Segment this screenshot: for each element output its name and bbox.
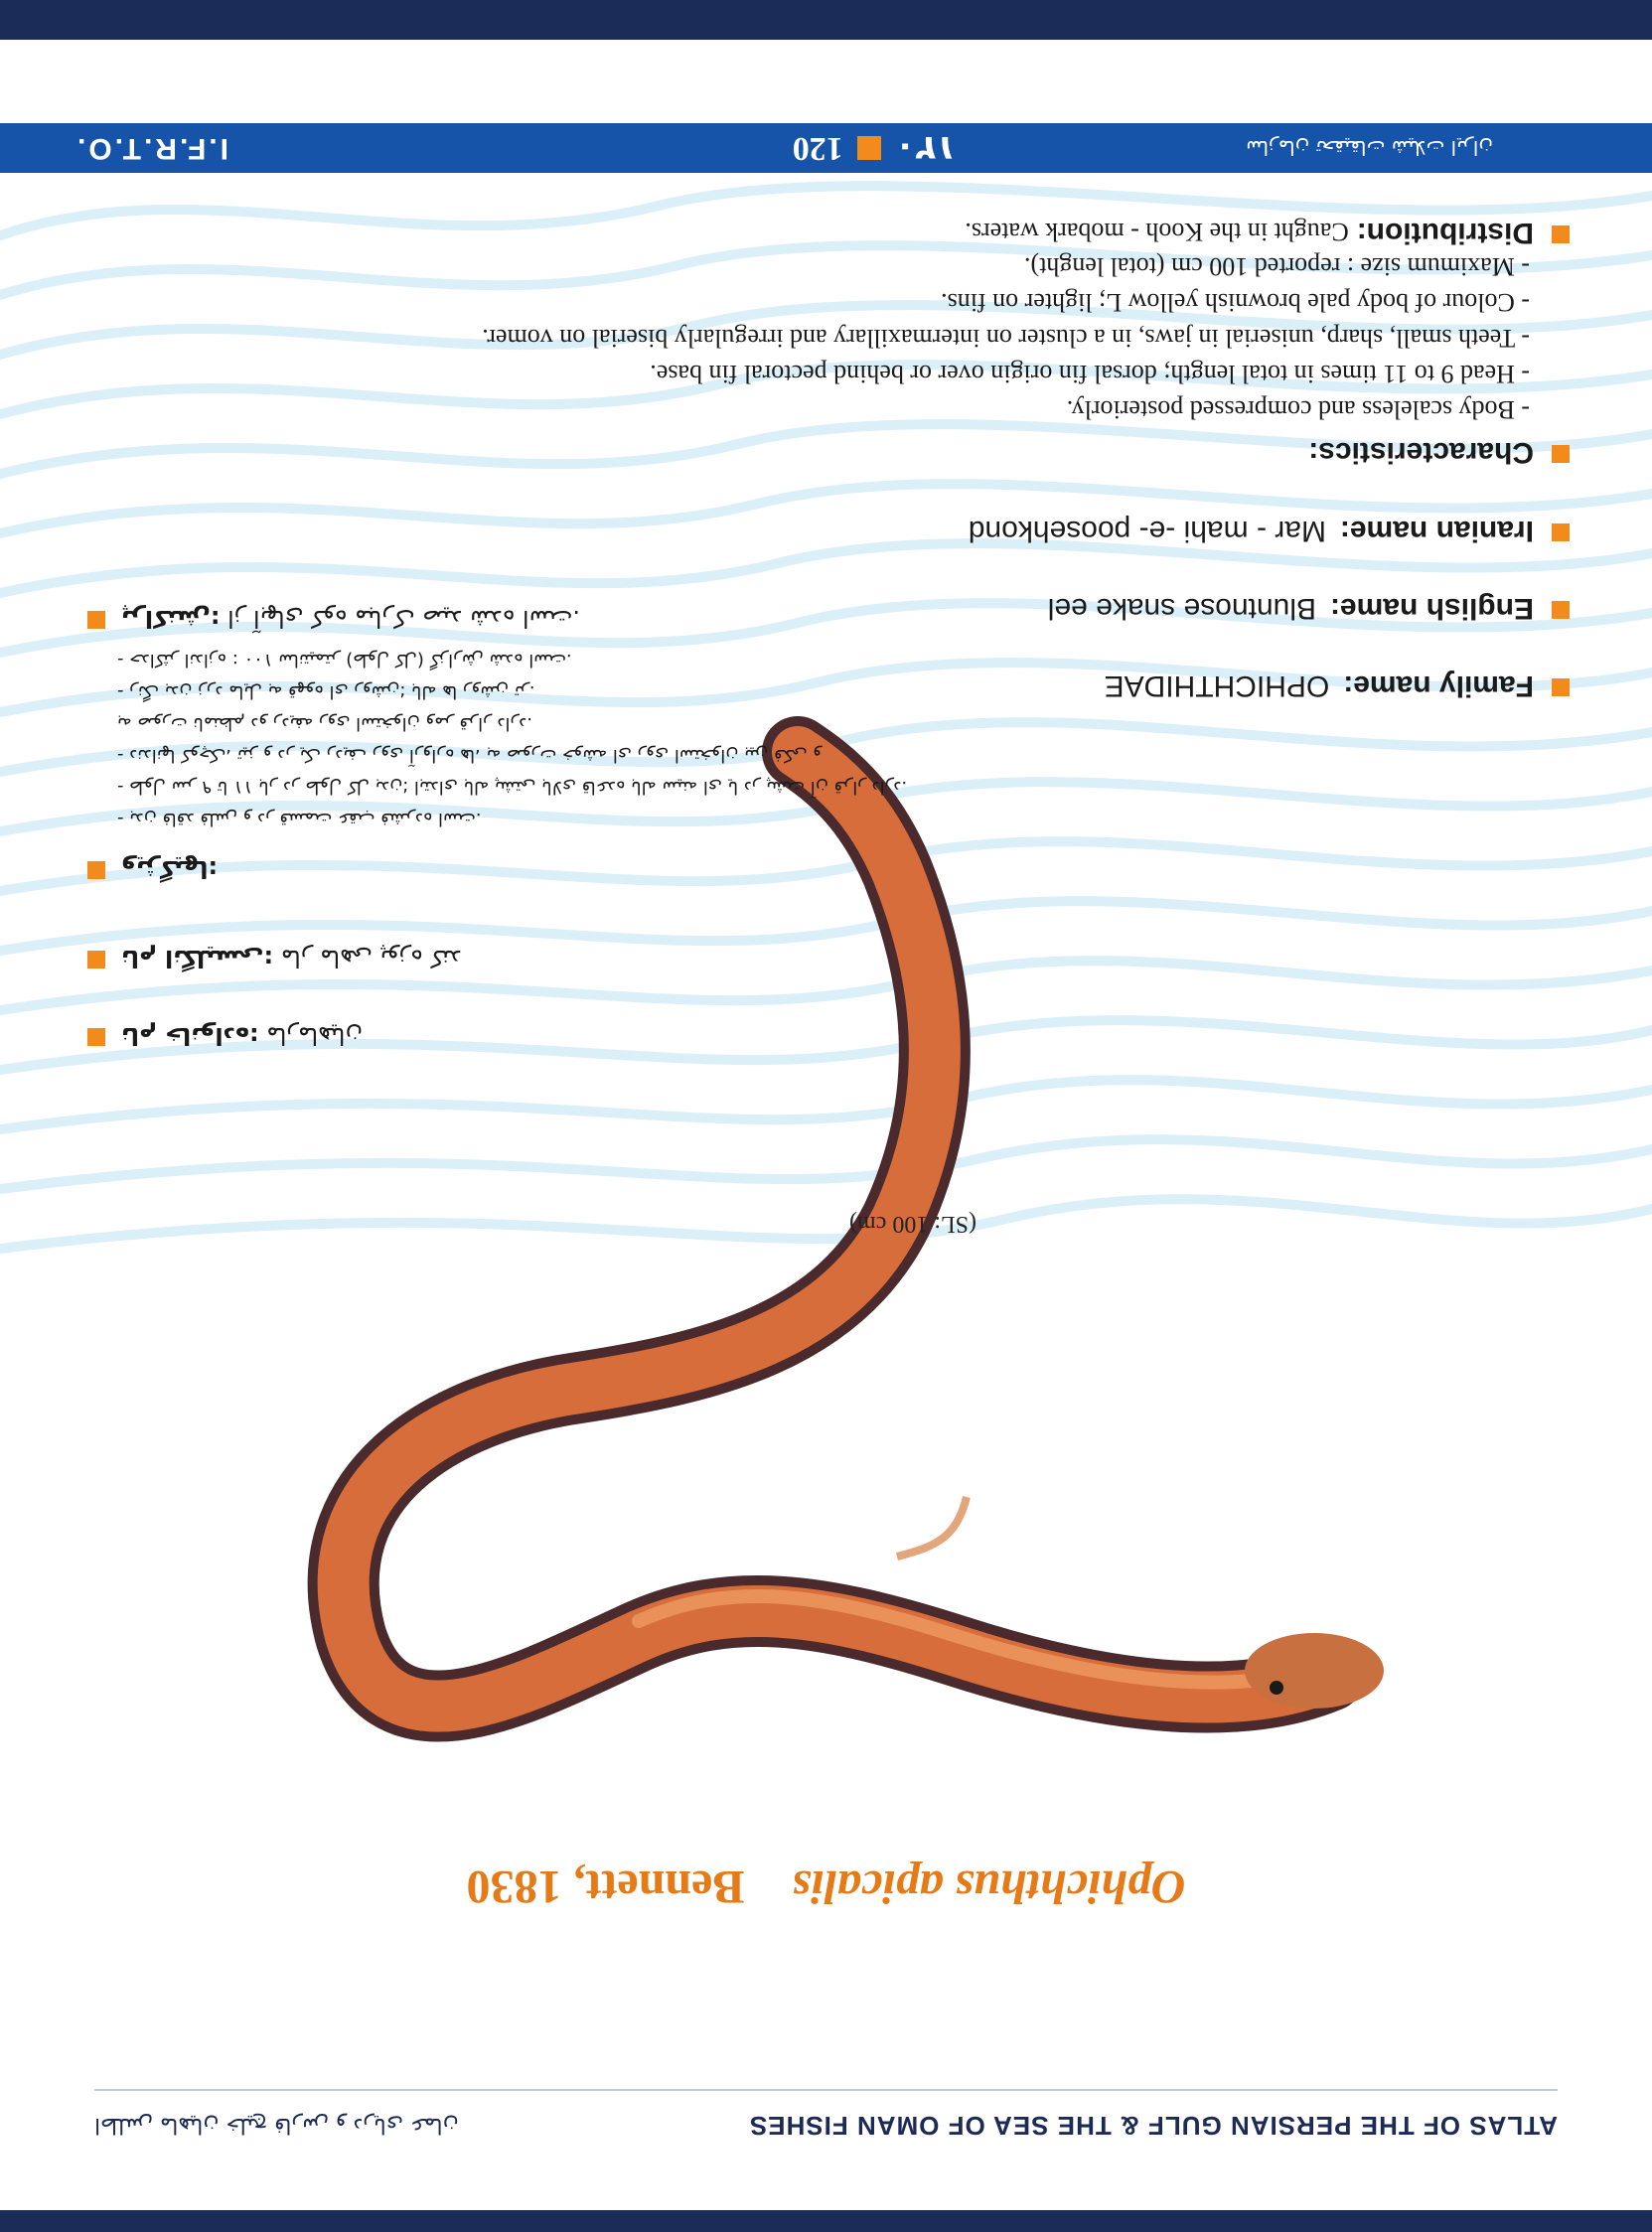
characteristic-line: - Teeth small, sharp, uniserial in jaws, in a cluster on intermaxillary and irregularly biserial on vomer.	[482, 324, 1530, 353]
characteristics-row	[1308, 435, 1570, 469]
eel-eye	[1270, 1681, 1283, 1695]
page-frame-bottom	[0, 0, 1652, 40]
fa-char-line: - طول سر ۹ تا ۱۱ بار در طول کل بدن؛ ابتدای باله پشتی بالای قاعده باله سینه ای یا در پشت آن قرار دارد.	[117, 777, 908, 798]
fa-family-value: مارماهیان	[266, 1022, 364, 1050]
characteristic-line: - Maximum size : reported 100 cm (total lenght).	[1023, 252, 1530, 281]
page-number-separator-icon	[857, 136, 881, 160]
footer-institute-fa: سازمان تحقیقات شیلات ایران	[1246, 136, 1493, 160]
fa-char-line: - دندانها کوچک، تیز و در یک ردیف روی آرواره ها، به صورت خوشه ای روی استخوان بین فکی و	[117, 745, 823, 766]
family-label: Family name:	[1343, 670, 1534, 702]
bullet-icon	[1552, 601, 1570, 619]
fa-bullet-icon	[87, 951, 105, 968]
iranian-name-label: Iranian name:	[1339, 515, 1534, 547]
fa-char-line: - رنگ بدن زرد مایل به قهوه ای روشن؛ باله ها روشن تر.	[117, 681, 535, 702]
fa-char-line: - حداکثر اندازه : ۱۰۰ سانتیمتر (طول کل) گزارش شده است.	[117, 650, 572, 670]
footer-org: I.F.R.T.O.	[75, 132, 229, 165]
fa-characteristics-label: ویژگیها:	[121, 855, 219, 883]
fa-bullet-icon	[87, 861, 105, 879]
atlas-title-en: ATLAS OF THE PERSIAN GULF & THE SEA OF OMAN FISHES	[748, 2111, 1558, 2142]
fa-bullet-icon	[87, 611, 105, 629]
bullet-icon	[1552, 445, 1570, 463]
fa-distribution-value: از آبهای کوه مبارک صید شده است.	[227, 605, 580, 633]
page-number	[793, 128, 957, 168]
page-number-fa: ۱۲۰	[894, 128, 957, 168]
english-name-value: Bluntnose snake eel	[1047, 592, 1316, 625]
english-name-row	[1048, 591, 1570, 625]
family-row	[1105, 669, 1570, 702]
fa-char-line: - بدن فاقد فلس و در قسمت عقب فشرده است.	[117, 809, 482, 829]
distribution-label: Distribution:	[1356, 217, 1534, 249]
distribution-value: Caught in the Kooh - mobark waters.	[965, 218, 1349, 246]
characteristic-line: - Colour of body pale brownish yellow L; lighter on fins.	[941, 288, 1530, 317]
characteristics-label: Characteristics:	[1308, 436, 1534, 469]
fa-bullet-icon	[87, 1028, 105, 1046]
fa-english-row	[87, 945, 462, 972]
fa-char-line: به صورت نامنظم دو ردیفه روی استخوان ومر قرار دارد.	[117, 713, 532, 734]
fa-family-row	[87, 1022, 363, 1050]
iranian-name-value: Mar - mahi -e- poosehkond	[968, 515, 1326, 547]
fa-english-label: نام انگلیسی:	[121, 945, 274, 972]
fa-english-value: مار ماهی پوزه کند	[280, 945, 462, 972]
family-value: OPHICHTHIDAE	[1104, 670, 1330, 702]
standard-length-label: (SL: 100 cm)	[849, 1211, 976, 1237]
eel-fin	[897, 1497, 967, 1557]
distribution-row	[965, 216, 1570, 249]
fa-distribution-row	[87, 605, 580, 633]
atlas-title-fa: اطلس ماهیان خلیج فارس و دریای عمان	[94, 2113, 459, 2139]
eel-head	[1245, 1633, 1384, 1709]
page-footer	[0, 123, 1652, 173]
iranian-name-row	[969, 514, 1570, 547]
fa-family-label: نام خانواده:	[121, 1022, 259, 1050]
fa-characteristics-row	[87, 855, 218, 883]
characteristic-line: - Body scaleless and compressed posteriorly.	[1066, 395, 1530, 424]
characteristic-line: - Head 9 to 11 times in total length; dorsal fin origin over or behind pectoral fin base.	[650, 360, 1530, 388]
english-name-label: English name:	[1329, 592, 1534, 625]
bullet-icon	[1552, 225, 1570, 243]
eel-body	[344, 752, 1329, 1707]
bullet-icon	[1552, 523, 1570, 541]
species-binomial: Ophichthus apicalis	[792, 1860, 1186, 1913]
bullet-icon	[1552, 678, 1570, 696]
species-author: Bennett, 1830	[466, 1860, 745, 1913]
fa-distribution-label: پراکنش:	[121, 605, 221, 633]
page-number-en: 120	[792, 130, 843, 167]
